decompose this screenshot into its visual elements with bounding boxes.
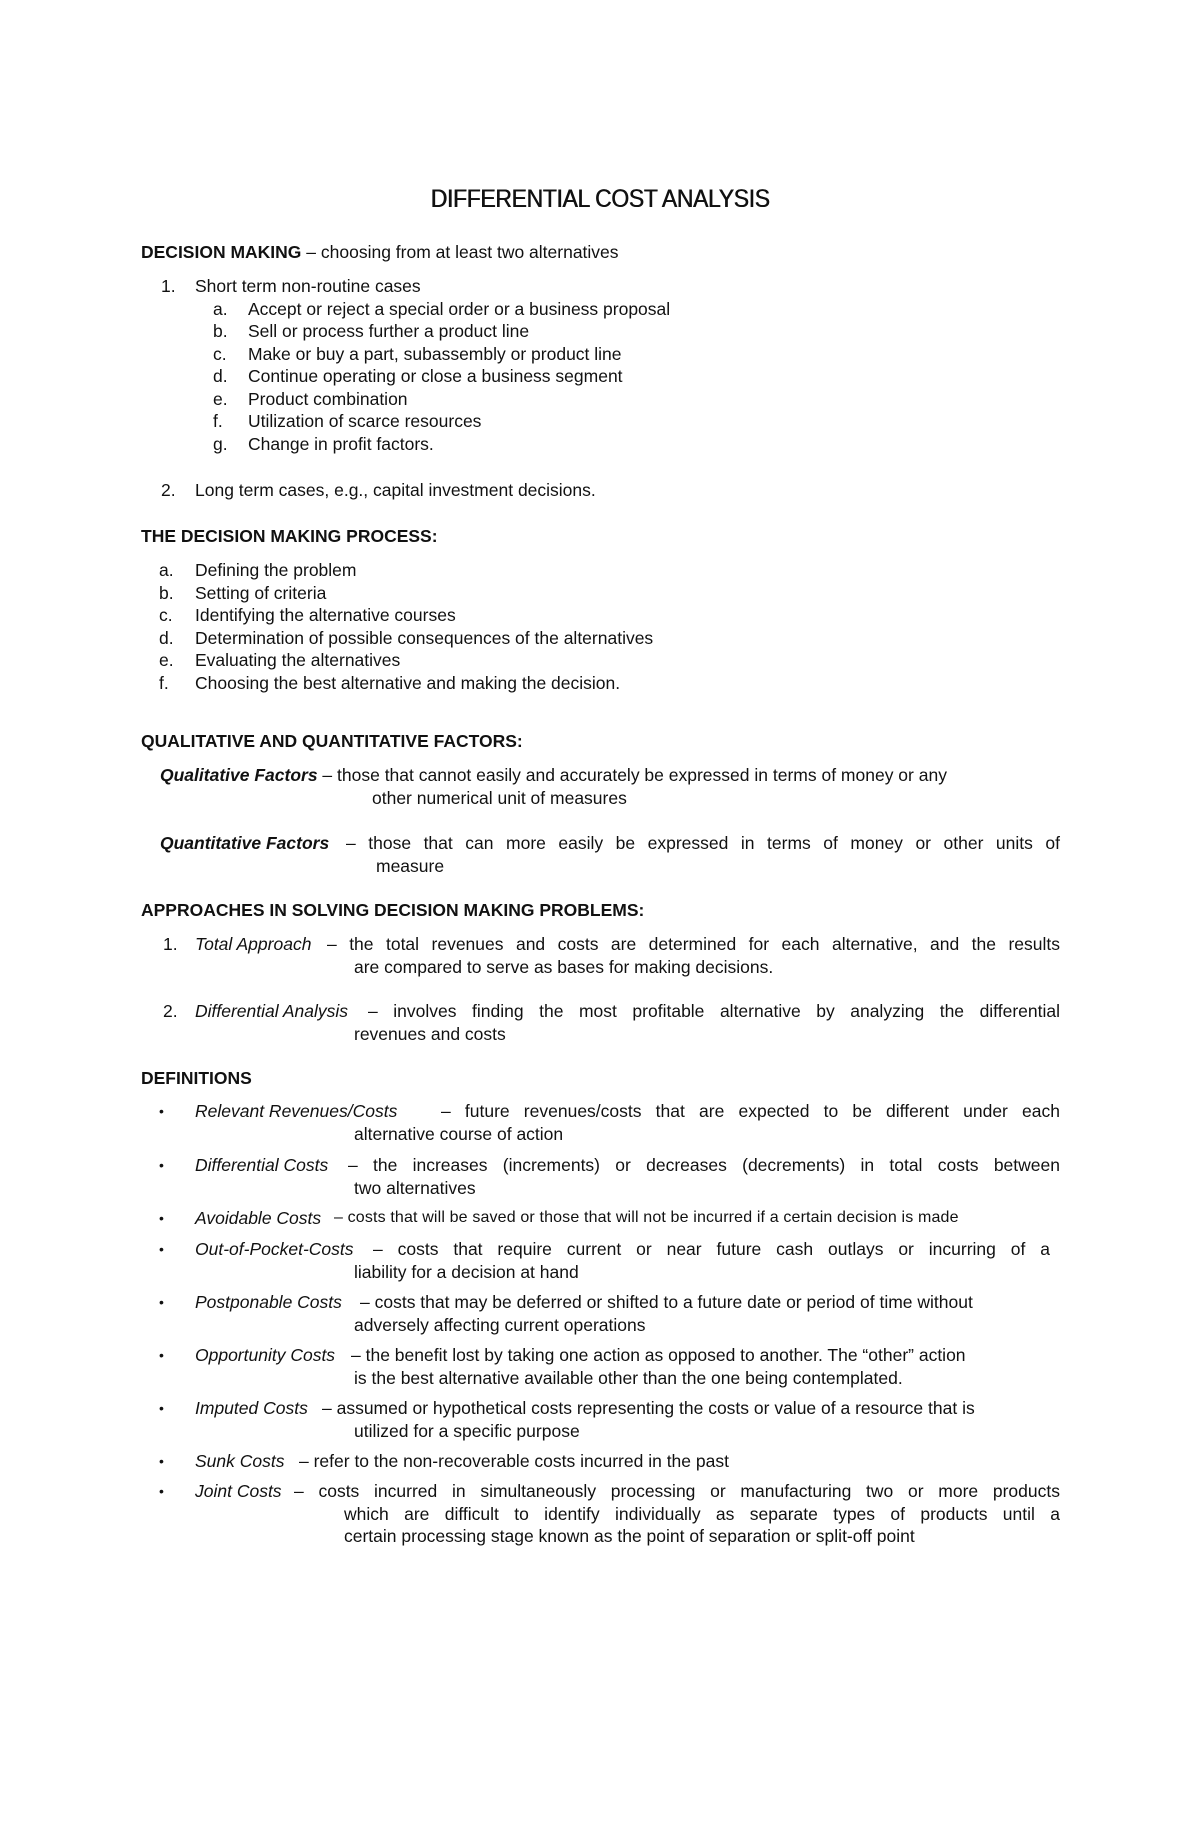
process-heading: THE DECISION MAKING PROCESS:: [141, 526, 438, 546]
sub-text: Accept or reject a special order or a business proposal: [248, 298, 671, 319]
qualitative-factors: [160, 764, 1060, 809]
list-item: [141, 672, 1060, 695]
sub-item: [141, 433, 1060, 456]
approach-item: [141, 933, 1060, 978]
sub-item: [141, 320, 1060, 343]
process-list: [141, 559, 1060, 694]
definition-term: Opportunity Costs: [195, 1345, 336, 1365]
definition-text: – the benefit lost by taking one action as opposed to another. The “other” action: [351, 1345, 966, 1365]
bullet-icon: •: [159, 1347, 164, 1363]
list-text: Setting of criteria: [195, 582, 327, 603]
approach-item: [141, 1000, 1060, 1045]
sub-text: Product combination: [248, 388, 408, 409]
definition-line: [160, 787, 1060, 810]
list-letter: c.: [159, 605, 173, 625]
definition-text-cont: certain processing stage known as the point of separation or split-off point: [344, 1526, 915, 1546]
definition-text: – future revenues/costs that are expected to be different under each: [441, 1101, 1060, 1121]
bullet-icon: •: [159, 1210, 164, 1226]
definition-text: – assumed or hypothetical costs representing the costs or value of a resource that is: [322, 1398, 975, 1418]
definition-text-cont: two alternatives: [354, 1177, 476, 1198]
bullet-icon: •: [159, 1103, 164, 1119]
definition-item: [141, 1397, 1060, 1442]
list-text: Long term cases, e.g., capital investment decisions.: [195, 480, 596, 500]
sub-letter: e.: [213, 388, 228, 409]
page-title: DIFFERENTIAL COST ANALYSIS: [430, 185, 770, 213]
qualitative-text-cont: other numerical unit of measures: [372, 787, 627, 808]
definition-term: Imputed Costs: [195, 1398, 308, 1418]
definition-text: – costs that will be saved or those that will not be incurred if a certain decision is made: [334, 1209, 959, 1226]
definition-line: [160, 832, 1060, 855]
definition-term: Sunk Costs: [195, 1451, 285, 1471]
definition-text: – costs incurred in simultaneously processing or manufacturing two or more products: [294, 1481, 1060, 1501]
list-number: 2.: [161, 480, 176, 500]
definition-text: – the increases (increments) or decreases (decrements) in total costs between: [348, 1155, 1060, 1175]
quantitative-text: – those that can more easily be expressed in terms of money or other units of: [346, 833, 1060, 853]
definition-term: Postponable Costs: [195, 1292, 342, 1312]
list-item: [141, 649, 1060, 672]
definition-item: [141, 1154, 1060, 1199]
sub-letter: d.: [213, 366, 228, 386]
qualitative-text: – those that cannot easily and accurately be expressed in terms of money or any: [317, 765, 947, 785]
definition-item: [141, 1207, 1060, 1230]
quantitative-term: Quantitative Factors: [160, 833, 330, 853]
definition-term: Avoidable Costs: [195, 1208, 322, 1228]
approach-text: – involves finding the most profitable alternative by analyzing the differential: [368, 1001, 1060, 1021]
definition-text-cont: is the best alternative available other than the one being contemplated.: [354, 1367, 903, 1388]
list-item: [141, 604, 1060, 627]
definition-line: [141, 956, 1060, 979]
definition-item: [141, 1238, 1060, 1283]
quantitative-text-cont: measure: [376, 855, 445, 876]
list-text: Short term non-routine cases: [195, 276, 421, 296]
list-text: Choosing the best alternative and making the decision.: [195, 672, 621, 693]
sub-letter: a.: [213, 298, 228, 319]
sub-text: Utilization of scarce resources: [248, 411, 482, 431]
definition-item: [141, 1291, 1060, 1336]
factors-heading: QUALITATIVE AND QUANTITATIVE FACTORS:: [141, 731, 523, 751]
approach-text-cont: are compared to serve as bases for making decisions.: [354, 956, 774, 977]
sub-item: [141, 343, 1060, 366]
list-text: Determination of possible consequences of the alternatives: [195, 627, 654, 648]
qualitative-term: Qualitative Factors: [160, 765, 318, 785]
definition-line: [141, 1000, 1060, 1023]
quantitative-factors: [160, 832, 1060, 877]
decision-making-definition: [141, 241, 1060, 264]
decision-making-list-2: [141, 479, 1060, 502]
definition-text-cont: utilized for a specific purpose: [354, 1420, 580, 1441]
approach-term: Total Approach: [195, 934, 312, 954]
sub-text: Change in profit factors.: [248, 433, 434, 454]
definition-line: [141, 933, 1060, 956]
decision-making-text: – choosing from at least two alternatives: [301, 242, 619, 262]
bullet-icon: •: [159, 1453, 164, 1469]
list-text: Defining the problem: [195, 560, 357, 580]
definition-item: [141, 1450, 1060, 1473]
sub-letter: c.: [213, 343, 227, 364]
decision-making-term: DECISION MAKING: [141, 242, 302, 262]
definition-term: Relevant Revenues/Costs: [195, 1101, 398, 1121]
list-number: 1.: [161, 276, 176, 296]
definitions-heading: DEFINITIONS: [141, 1068, 252, 1088]
sub-letter: g.: [213, 433, 228, 454]
approach-text: – the total revenues and costs are determined for each alternative, and the results: [327, 934, 1060, 954]
definition-text-cont: which are difficult to identify individually as separate types of products until a: [344, 1503, 1060, 1524]
sub-letter: b.: [213, 321, 228, 341]
sub-item: [141, 298, 1060, 321]
sub-text: Sell or process further a product line: [248, 321, 530, 341]
definition-term: Joint Costs: [195, 1481, 282, 1501]
list-letter: e.: [159, 650, 174, 670]
definition-line: [141, 1023, 1060, 1046]
bullet-icon: •: [159, 1294, 164, 1310]
definition-item: [141, 1480, 1060, 1548]
list-letter: b.: [159, 582, 174, 603]
definition-text-cont: adversely affecting current operations: [354, 1314, 646, 1335]
list-letter: d.: [159, 627, 174, 648]
list-text: Identifying the alternative courses: [195, 605, 456, 625]
definition-term: Differential Costs: [195, 1155, 329, 1175]
sub-item: [141, 365, 1060, 388]
list-number: 2.: [163, 1001, 178, 1021]
list-item: [141, 582, 1060, 605]
bullet-icon: •: [159, 1400, 164, 1416]
definition-text-cont: alternative course of action: [354, 1123, 564, 1144]
sub-text: Continue operating or close a business segment: [248, 366, 623, 386]
definition-item: [141, 1100, 1060, 1145]
list-letter: a.: [159, 560, 174, 580]
sub-text: Make or buy a part, subassembly or product line: [248, 343, 622, 364]
definition-item: [141, 1344, 1060, 1389]
definition-text-cont: liability for a decision at hand: [354, 1261, 579, 1282]
definition-text: – costs that may be deferred or shifted to a future date or period of time without: [360, 1292, 973, 1312]
sub-letter: f.: [213, 411, 223, 431]
list-item: [141, 275, 1060, 298]
sub-item: [141, 388, 1060, 411]
definition-text: – costs that require current or near future cash outlays or incurring of a: [373, 1239, 1050, 1259]
definition-term: Out-of-Pocket-Costs: [195, 1239, 354, 1259]
list-item: [141, 479, 1060, 502]
definition-text: – refer to the non-recoverable costs incurred in the past: [299, 1451, 729, 1471]
list-item: [141, 559, 1060, 582]
bullet-icon: •: [159, 1241, 164, 1257]
list-item: [141, 627, 1060, 650]
definition-line: [160, 855, 1060, 878]
approach-term: Differential Analysis: [195, 1001, 349, 1021]
decision-making-list: [141, 275, 1060, 455]
list-text: Evaluating the alternatives: [195, 650, 401, 670]
approaches-heading: APPROACHES IN SOLVING DECISION MAKING PROBLEMS:: [141, 900, 645, 920]
bullet-icon: •: [159, 1483, 164, 1499]
definition-line: [160, 764, 1060, 787]
sub-item: [141, 410, 1060, 433]
bullet-icon: •: [159, 1157, 164, 1173]
list-number: 1.: [163, 934, 178, 954]
list-letter: f.: [159, 672, 169, 693]
approach-text-cont: revenues and costs: [354, 1023, 506, 1044]
